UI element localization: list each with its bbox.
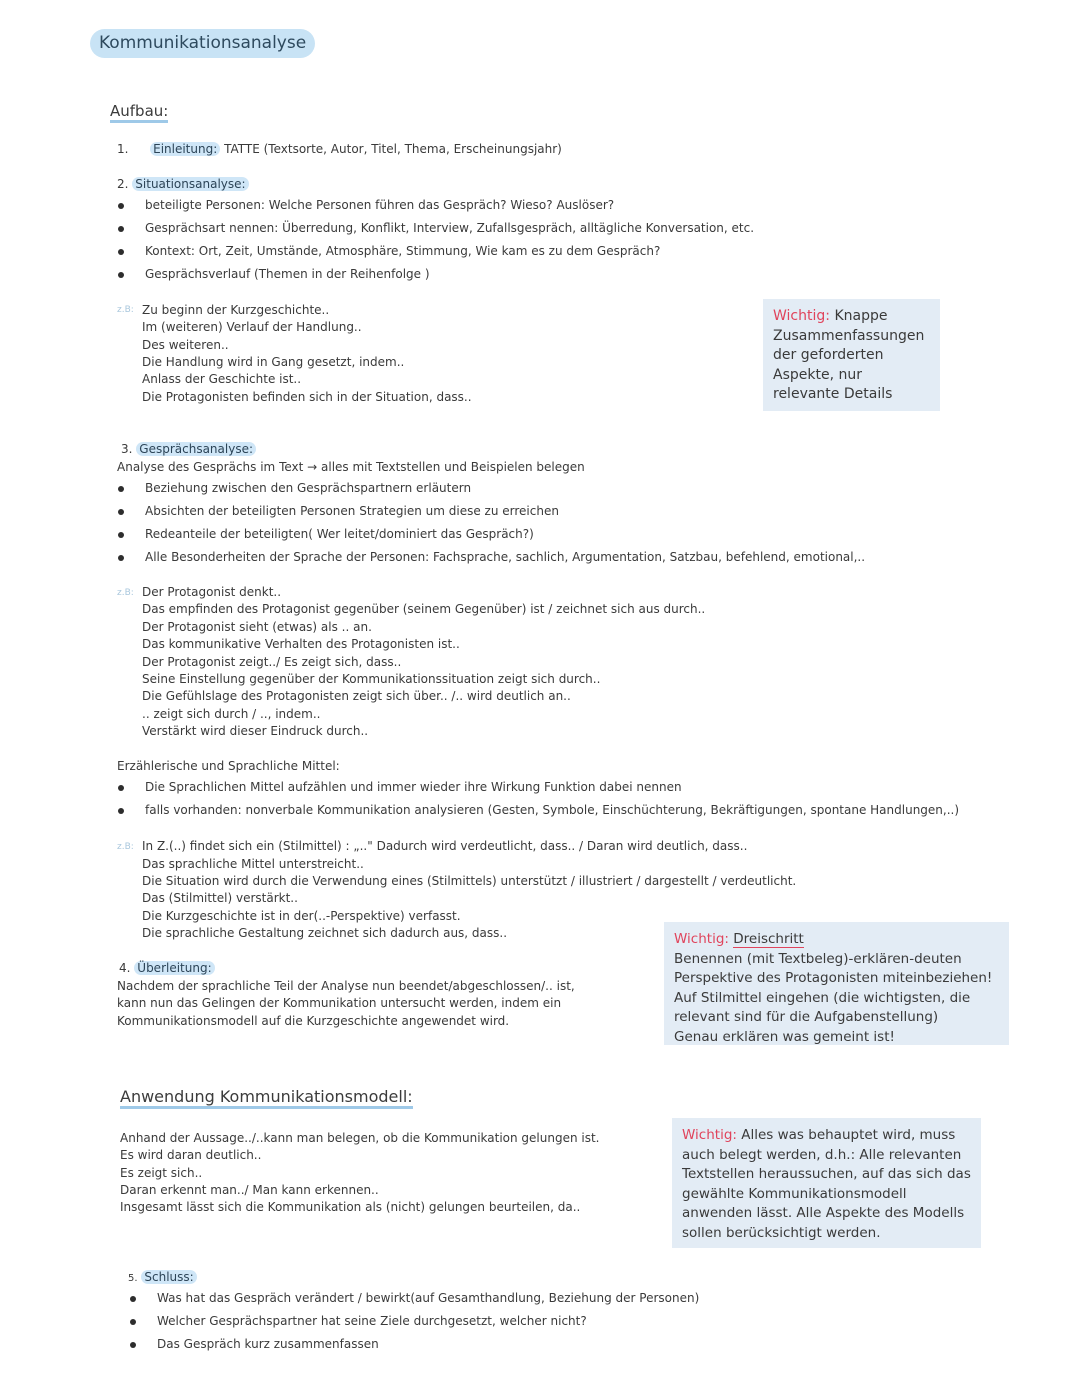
- example-line: Das empfinden des Protagonist gegenüber (seinem Gegenüber) ist / zeichnet sich aus durch..: [142, 602, 706, 616]
- note-line: Benennen (mit Textbeleg)-erklären-deuten: [674, 950, 962, 967]
- note-box-dreischritt: [664, 922, 1009, 1045]
- list-item: Die Sprachlichen Mittel aufzählen und immer wieder ihre Wirkung Funktion dabei nennen: [145, 780, 682, 794]
- section-4-label: Überleitung:: [134, 961, 214, 975]
- section-4-number: 4.: [119, 961, 131, 975]
- mittel-heading: Erzählerische und Sprachliche Mittel:: [117, 759, 340, 773]
- example-line: Der Protagonist denkt..: [142, 585, 282, 599]
- example-line: Der Protagonist zeigt../ Es zeigt sich, dass..: [142, 655, 402, 669]
- example-line: Zu beginn der Kurzgeschichte..: [142, 303, 330, 317]
- list-item: Was hat das Gespräch verändert / bewirkt(auf Gesamthandlung, Beziehung der Personen): [157, 1291, 700, 1305]
- list-item: Beziehung zwischen den Gesprächspartnern erläutern: [145, 481, 472, 495]
- note-line: Genau erklären was gemeint ist!: [674, 1028, 895, 1045]
- modell-line: Insgesamt lässt sich die Kommunikation als (nicht) gelungen beurteilen, da..: [120, 1200, 581, 1214]
- list-item: Gesprächsart nennen: Überredung, Konflikt, Interview, Zufallsgespräch, alltägliche Konversation, etc.: [145, 221, 755, 235]
- note-label: Wichtig:: [674, 931, 729, 947]
- example-line: In Z.(..) findet sich ein (Stilmittel) : „.." Dadurch wird verdeutlicht, dass.. / Daran wird deutlich, dass..: [142, 839, 748, 853]
- list-item: Welcher Gesprächspartner hat seine Ziele durchgesetzt, welcher nicht?: [157, 1314, 587, 1328]
- example-line: Anlass der Geschichte ist..: [142, 372, 302, 386]
- section-1-text: TATTE (Textsorte, Autor, Titel, Thema, Erscheinungsjahr): [224, 142, 562, 156]
- note-box-situation: [763, 299, 940, 411]
- section-2-number: 2.: [117, 177, 129, 191]
- example-line: Die sprachliche Gestaltung zeichnet sich dadurch aus, dass..: [142, 926, 508, 940]
- note-line: Perspektive des Protagonisten miteinbeziehen!: [674, 970, 993, 987]
- section-3-label: Gesprächsanalyse:: [136, 442, 256, 456]
- zb-label: z.B:: [117, 588, 134, 598]
- example-line: Des weiteren..: [142, 338, 229, 352]
- note-title: Dreischritt: [733, 931, 804, 947]
- aufbau-heading: Aufbau:: [110, 102, 168, 120]
- note-label: Wichtig:: [773, 308, 830, 324]
- example-line: Die Gefühlslage des Protagonisten zeigt sich über.. /.. wird deutlich an..: [142, 689, 571, 703]
- section-3-intro: Analyse des Gesprächs im Text → alles mit Textstellen und Beispielen belegen: [117, 460, 585, 474]
- note-box-modell: [672, 1118, 981, 1248]
- example-line: Die Protagonisten befinden sich in der Situation, dass..: [142, 390, 472, 404]
- section-4-line: Kommunikationsmodell auf die Kurzgeschichte angewendet wird.: [117, 1014, 510, 1028]
- example-line: Die Kurzgeschichte ist in der(..-Perspektive) verfasst.: [142, 909, 461, 923]
- example-line: .. zeigt sich durch / .., indem..: [142, 707, 321, 721]
- list-item: Alle Besonderheiten der Sprache der Personen: Fachsprache, sachlich, Argumentation, Satzbau, befehlend, emotional,..: [145, 550, 866, 564]
- example-line: Seine Einstellung gegenüber der Kommunikationssituation zeigt sich durch..: [142, 672, 601, 686]
- section-2-label: Situationsanalyse:: [132, 177, 248, 191]
- example-line: Die Situation wird durch die Verwendung eines (Stilmittels) unterstützt / illustriert / dargestellt / verdeutlicht.: [142, 874, 797, 888]
- page-title: Kommunikationsanalyse: [90, 29, 315, 58]
- note-line: Auf Stilmittel eingehen (die wichtigsten, die relevant sind für die Aufgabenstellung): [674, 989, 971, 1026]
- note-text: Knappe Zusammenfassungen der geforderten Aspekte, nur relevante Details: [773, 308, 925, 403]
- example-line: Das sprachliche Mittel unterstreicht..: [142, 857, 364, 871]
- zb-label: z.B:: [117, 842, 134, 852]
- section-1-number: 1.: [117, 142, 129, 156]
- note-text: Alles was behauptet wird, muss auch belegt werden, d.h.: Alle relevanten Textstellen heraussuchen, auf das sich das gewählte Kommunikationsmodell anwenden lässt. Alle Aspekte des Modells sollen berücksichtigt werden.: [682, 1127, 971, 1241]
- zb-label: z.B:: [117, 305, 134, 315]
- section-1: [117, 141, 562, 158]
- section-5-label: Schluss:: [141, 1270, 196, 1284]
- section-5-header: [128, 1269, 197, 1287]
- list-item: Kontext: Ort, Zeit, Umstände, Atmosphäre, Stimmung, Wie kam es zu dem Gespräch?: [145, 244, 661, 258]
- list-item: Absichten der beteiligten Personen Strategien um diese zu erreichen: [145, 504, 559, 518]
- section-5-number: 5.: [128, 1273, 138, 1284]
- list-item: Das Gespräch kurz zusammenfassen: [157, 1337, 379, 1351]
- section-4-line: Nachdem der sprachliche Teil der Analyse nun beendet/abgeschlossen/.. ist,: [117, 979, 575, 993]
- example-line: Der Protagonist sieht (etwas) als .. an.: [142, 620, 372, 634]
- list-item: Gesprächsverlauf (Themen in der Reihenfolge ): [145, 267, 430, 281]
- example-line: Verstärkt wird dieser Eindruck durch..: [142, 724, 369, 738]
- modell-heading: Anwendung Kommunikationsmodell:: [120, 1087, 413, 1106]
- section-2-header: [117, 176, 249, 193]
- list-item: beteiligte Personen: Welche Personen führen das Gespräch? Wieso? Auslöser?: [145, 198, 615, 212]
- modell-line: Es zeigt sich..: [120, 1166, 203, 1180]
- section-3-number: 3.: [121, 442, 133, 456]
- example-line: Das (Stilmittel) verstärkt..: [142, 891, 298, 905]
- example-line: Im (weiteren) Verlauf der Handlung..: [142, 320, 362, 334]
- section-4-header: [119, 960, 215, 977]
- modell-line: Anhand der Aussage../..kann man belegen, ob die Kommunikation gelungen ist.: [120, 1131, 600, 1145]
- section-1-label: Einleitung:: [150, 142, 220, 156]
- note-label: Wichtig:: [682, 1127, 737, 1143]
- example-line: Das kommunikative Verhalten des Protagonisten ist..: [142, 637, 460, 651]
- list-item: Redeanteile der beteiligten( Wer leitet/dominiert das Gespräch?): [145, 527, 534, 541]
- modell-line: Daran erkennt man../ Man kann erkennen..: [120, 1183, 379, 1197]
- section-4-line: kann nun das Gelingen der Kommunikation untersucht werden, indem ein: [117, 996, 562, 1010]
- section-3-header: [121, 441, 256, 458]
- example-line: Die Handlung wird in Gang gesetzt, indem..: [142, 355, 405, 369]
- modell-line: Es wird daran deutlich..: [120, 1148, 262, 1162]
- list-item: falls vorhanden: nonverbale Kommunikation analysieren (Gesten, Symbole, Einschüchterung, Bekräftigungen, spontane Handlungen,..): [145, 803, 960, 817]
